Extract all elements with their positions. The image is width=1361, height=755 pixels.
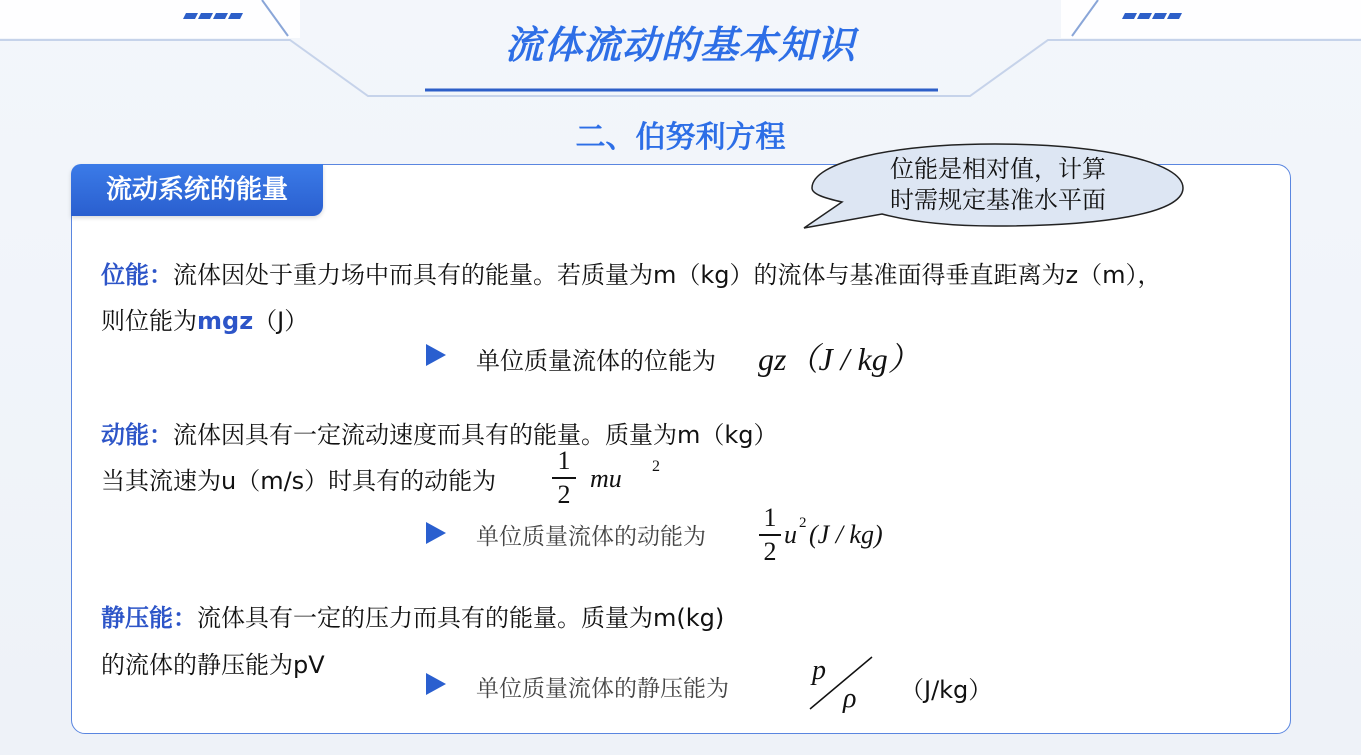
bullet-arrow-icon [426,673,446,695]
pressure-frac-den: ρ [843,683,857,714]
kinetic-line-2: 当其流速为u（m/s）时具有的动能为 [101,467,497,495]
kinetic-unit-units: (J / kg) [809,520,883,549]
potential-unit-formula: gz（J / kg） [758,341,920,377]
pressure-frac-num: p [812,655,826,686]
callout-text: 位能是相对值，计算 时需规定基准水平面 [890,155,1106,214]
potential-unit-text: 单位质量流体的位能为 [476,347,716,375]
bullet-arrow-icon [426,522,446,544]
pressure-line-1: 静压能：流体具有一定的压力而具有的能量。质量为m(kg) [101,604,725,632]
kinetic-unit-exp: 2 [799,515,807,531]
potential-line-2: 则位能为mgz（J） [101,307,309,335]
bullet-arrow-icon [426,344,446,366]
pressure-line-2: 的流体的静压能为pV [101,651,325,679]
section-subtitle: 二、伯努利方程 [575,120,786,155]
kinetic-formula-exp: 2 [652,458,660,475]
page-title: 流体流动的基本知识 [504,23,856,67]
kinetic-fraction: 1 2 [552,448,576,508]
potential-label: 位能： [101,261,173,289]
potential-line-1: 位能：流体因处于重力场中而具有的能量。若质量为m（kg）的流体与基准面得垂直距离为z（m）， [101,261,1162,289]
kinetic-unit-fraction: 1 2 [759,505,781,565]
kinetic-unit-tail: u [784,520,797,549]
pressure-unit-text: 单位质量流体的静压能为 [476,676,729,701]
kinetic-label: 动能： [101,421,173,449]
pressure-label: 静压能： [101,604,197,632]
kinetic-line-1: 动能：流体因具有一定流动速度而具有的能量。质量为m（kg） [101,421,778,449]
section-tag: 流动系统的能量 [71,164,323,216]
kinetic-formula-tail: mu [590,464,622,493]
pressure-unit-units: （J/kg） [900,676,993,704]
kinetic-unit-text: 单位质量流体的动能为 [476,524,706,549]
pressure-frac-slash [806,654,876,712]
